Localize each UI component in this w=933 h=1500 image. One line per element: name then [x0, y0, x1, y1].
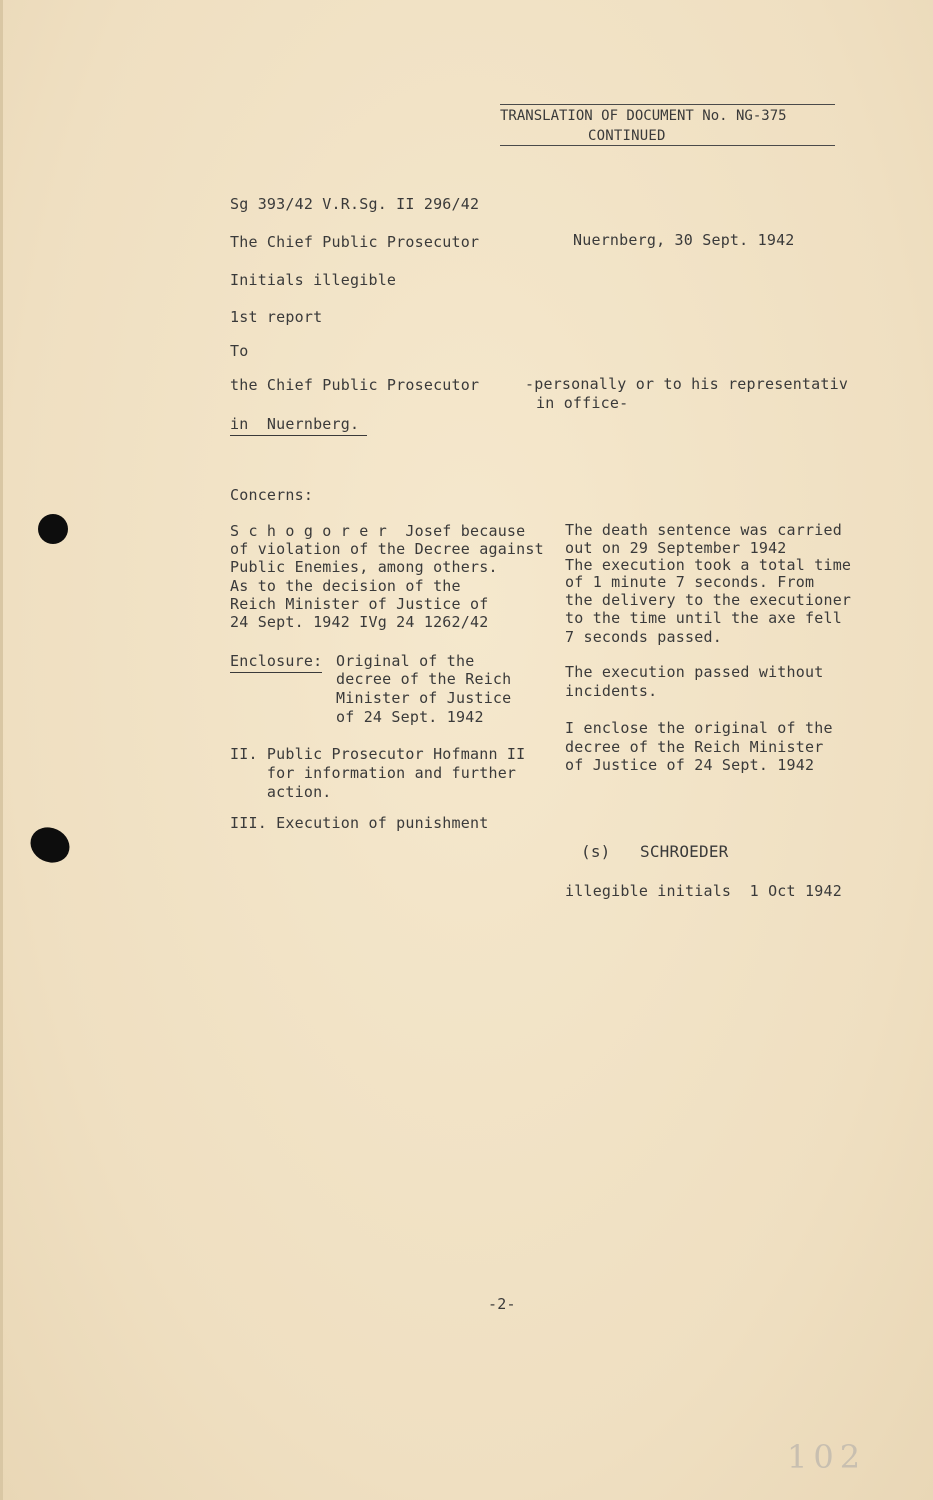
header-title: TRANSLATION OF DOCUMENT No. NG-375: [500, 108, 787, 124]
header-rule-bottom: [500, 145, 835, 146]
recipient-place: in Nuernberg.: [230, 415, 367, 436]
concerns-label: Concerns:: [230, 486, 314, 504]
header-continued: CONTINUED: [588, 128, 666, 144]
item-ii-line: action.: [230, 783, 332, 801]
pencil-page-mark: 102: [787, 1438, 867, 1476]
report-line: of 1 minute 7 seconds. From: [565, 573, 815, 591]
page-number: -2-: [488, 1295, 516, 1313]
report-line: the delivery to the executioner: [565, 591, 852, 609]
enclosure-label: Enclosure:: [230, 652, 322, 673]
initials-date: illegible initials 1 Oct 1942: [565, 882, 842, 900]
report-line: The death sentence was carried: [565, 521, 842, 539]
file-reference: Sg 393/42 V.R.Sg. II 296/42: [230, 195, 480, 213]
enclosure-line: of 24 Sept. 1942: [336, 708, 484, 726]
report-line: out on 29 September 1942: [565, 539, 787, 557]
report-line: The execution passed without: [565, 663, 824, 681]
header-rule-top: [500, 104, 835, 105]
recipient-name: the Chief Public Prosecutor: [230, 376, 480, 394]
recipient-note-2: in office-: [536, 394, 629, 412]
enclosure-line: Minister of Justice: [336, 689, 512, 707]
report-line: 7 seconds passed.: [565, 628, 722, 646]
sender-title: The Chief Public Prosecutor: [230, 233, 480, 251]
item-ii-line: II. Public Prosecutor Hofmann II: [230, 745, 526, 763]
report-number: 1st report: [230, 308, 323, 326]
item-ii-line: for information and further: [230, 764, 517, 782]
recipient-note-1: -personally or to his representativ: [525, 375, 849, 393]
subject-line: As to the decision of the: [230, 577, 461, 595]
subject-line: 24 Sept. 1942 IVg 24 1262/42: [230, 613, 489, 631]
punch-hole-top: [38, 514, 68, 544]
report-line: incidents.: [565, 682, 658, 700]
item-iii: III. Execution of punishment: [230, 814, 489, 832]
place-date: Nuernberg, 30 Sept. 1942: [573, 231, 795, 249]
report-line: to the time until the axe fell: [565, 609, 842, 627]
punch-hole-bottom: [25, 821, 76, 869]
report-line: of Justice of 24 Sept. 1942: [565, 756, 815, 774]
signature: (s) SCHROEDER: [581, 842, 729, 861]
enclosure-line: Original of the: [336, 652, 475, 670]
report-line: decree of the Reich Minister: [565, 738, 824, 756]
report-line: The execution took a total time: [565, 556, 852, 574]
subject-line: of violation of the Decree against: [230, 540, 544, 558]
report-line: I enclose the original of the: [565, 719, 833, 737]
subject-line: Reich Minister of Justice of: [230, 595, 489, 613]
enclosure-line: decree of the Reich: [336, 670, 512, 688]
subject-line: Public Enemies, among others.: [230, 558, 498, 576]
to-label: To: [230, 342, 249, 360]
subject-line: S c h o g o r e r Josef because: [230, 522, 526, 540]
sender-initials: Initials illegible: [230, 271, 397, 289]
